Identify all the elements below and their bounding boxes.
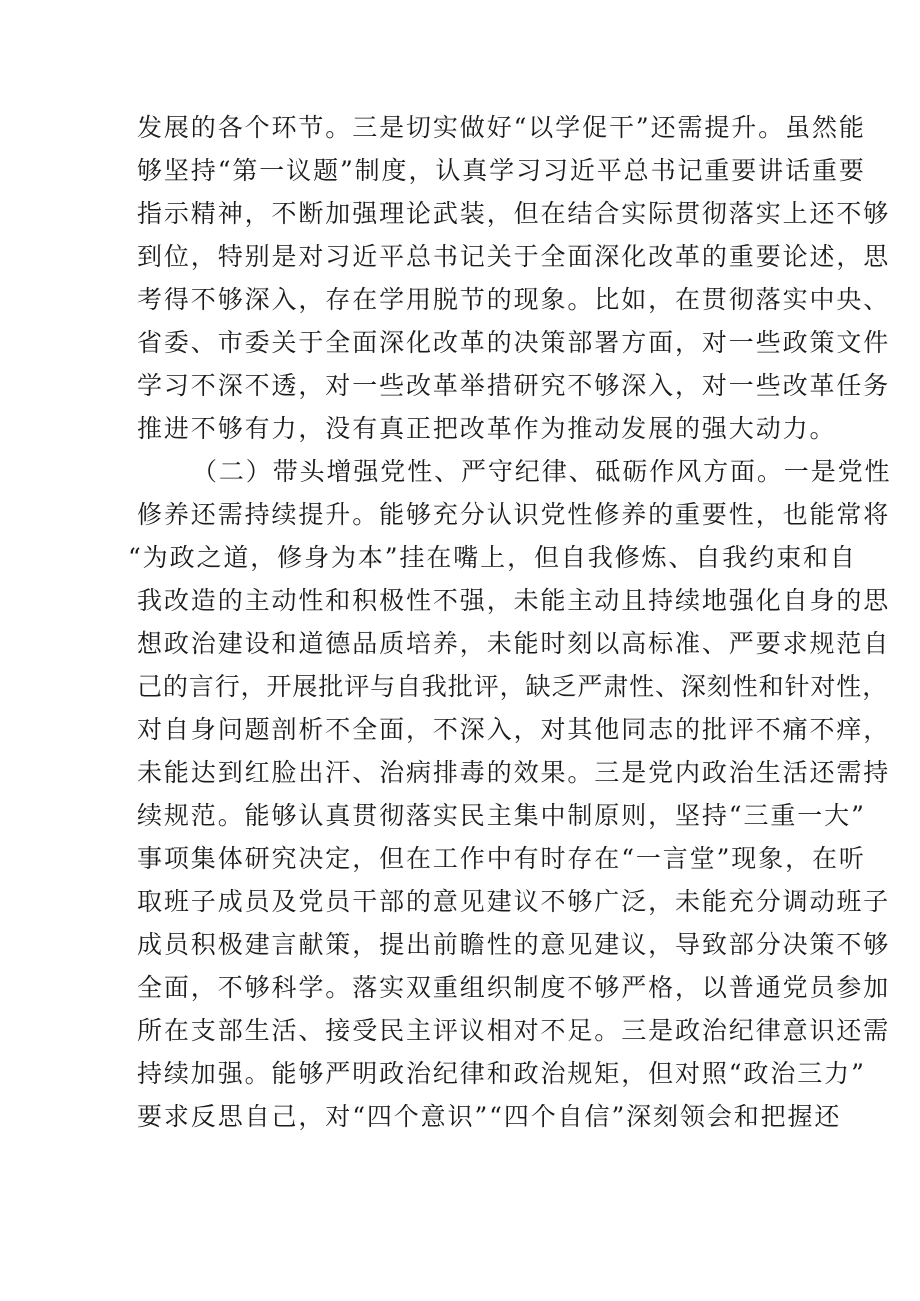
text-line: 省委、市委关于全面深化改革的决策部署方面，对一些政策文件	[137, 328, 891, 357]
section-heading-line: （二）带头增强党性、严守纪律、砥砺作风方面。一是党性	[192, 457, 892, 486]
text-line: 未能达到红脸出汗、治病排毒的效果。三是党内政治生活还需持	[137, 758, 891, 787]
text-line: 指示精神，不断加强理论武装，但在结合实际贯彻落实上还不够	[137, 199, 891, 228]
text-line: 对自身问题剖析不全面，不深入，对其他同志的批评不痛不痒，	[137, 715, 891, 744]
text-line: 发展的各个环节。三是切实做好“以学促干”还需提升。虽然能	[137, 113, 866, 142]
text-line: 考得不够深入，存在学用脱节的现象。比如，在贯彻落实中央、	[137, 285, 891, 314]
text-line: 全面，不够科学。落实双重组织制度不够严格，以普通党员参加	[137, 973, 891, 1002]
text-line: 修养还需持续提升。能够充分认识党性修养的重要性，也能常将	[137, 500, 891, 529]
text-line: 持续加强。能够严明政治纪律和政治规矩，但对照“政治三力”	[137, 1059, 866, 1088]
text-line: 到位，特别是对习近平总书记关于全面深化改革的重要论述，思	[137, 242, 891, 271]
text-line: 取班子成员及党员干部的意见建议不够广泛，未能充分调动班子	[137, 887, 891, 916]
text-line: 够坚持“第一议题”制度，认真学习习近平总书记重要讲话重要	[137, 156, 866, 185]
text-line: 所在支部生活、接受民主评议相对不足。三是政治纪律意识还需	[137, 1016, 891, 1045]
text-line: 我改造的主动性和积极性不强，未能主动且持续地强化自身的思	[137, 586, 891, 615]
text-line: 己的言行，开展批评与自我批评，缺乏严肃性、深刻性和针对性，	[137, 672, 889, 701]
text-line: “为政之道，修身为本”挂在嘴上，但自我修炼、自我约束和自	[128, 543, 857, 572]
text-line: 要求反思自己，对“四个意识”“四个自信”深刻领会和把握还	[137, 1102, 842, 1131]
text-line: 成员积极建言献策，提出前瞻性的意见建议，导致部分决策不够	[137, 930, 891, 959]
text-line: 事项集体研究决定，但在工作中有时存在“一言堂”现象，在听	[137, 844, 866, 873]
text-line: 学习不深不透，对一些改革举措研究不够深入，对一些改革任务	[137, 371, 891, 400]
text-line: 推进不够有力，没有真正把改革作为推动发展的强大动力。	[137, 414, 837, 443]
text-line: 想政治建设和道德品质培养，未能时刻以高标准、严要求规范自	[137, 629, 891, 658]
text-line: 续规范。能够认真贯彻落实民主集中制原则，坚持“三重一大”	[137, 801, 866, 830]
